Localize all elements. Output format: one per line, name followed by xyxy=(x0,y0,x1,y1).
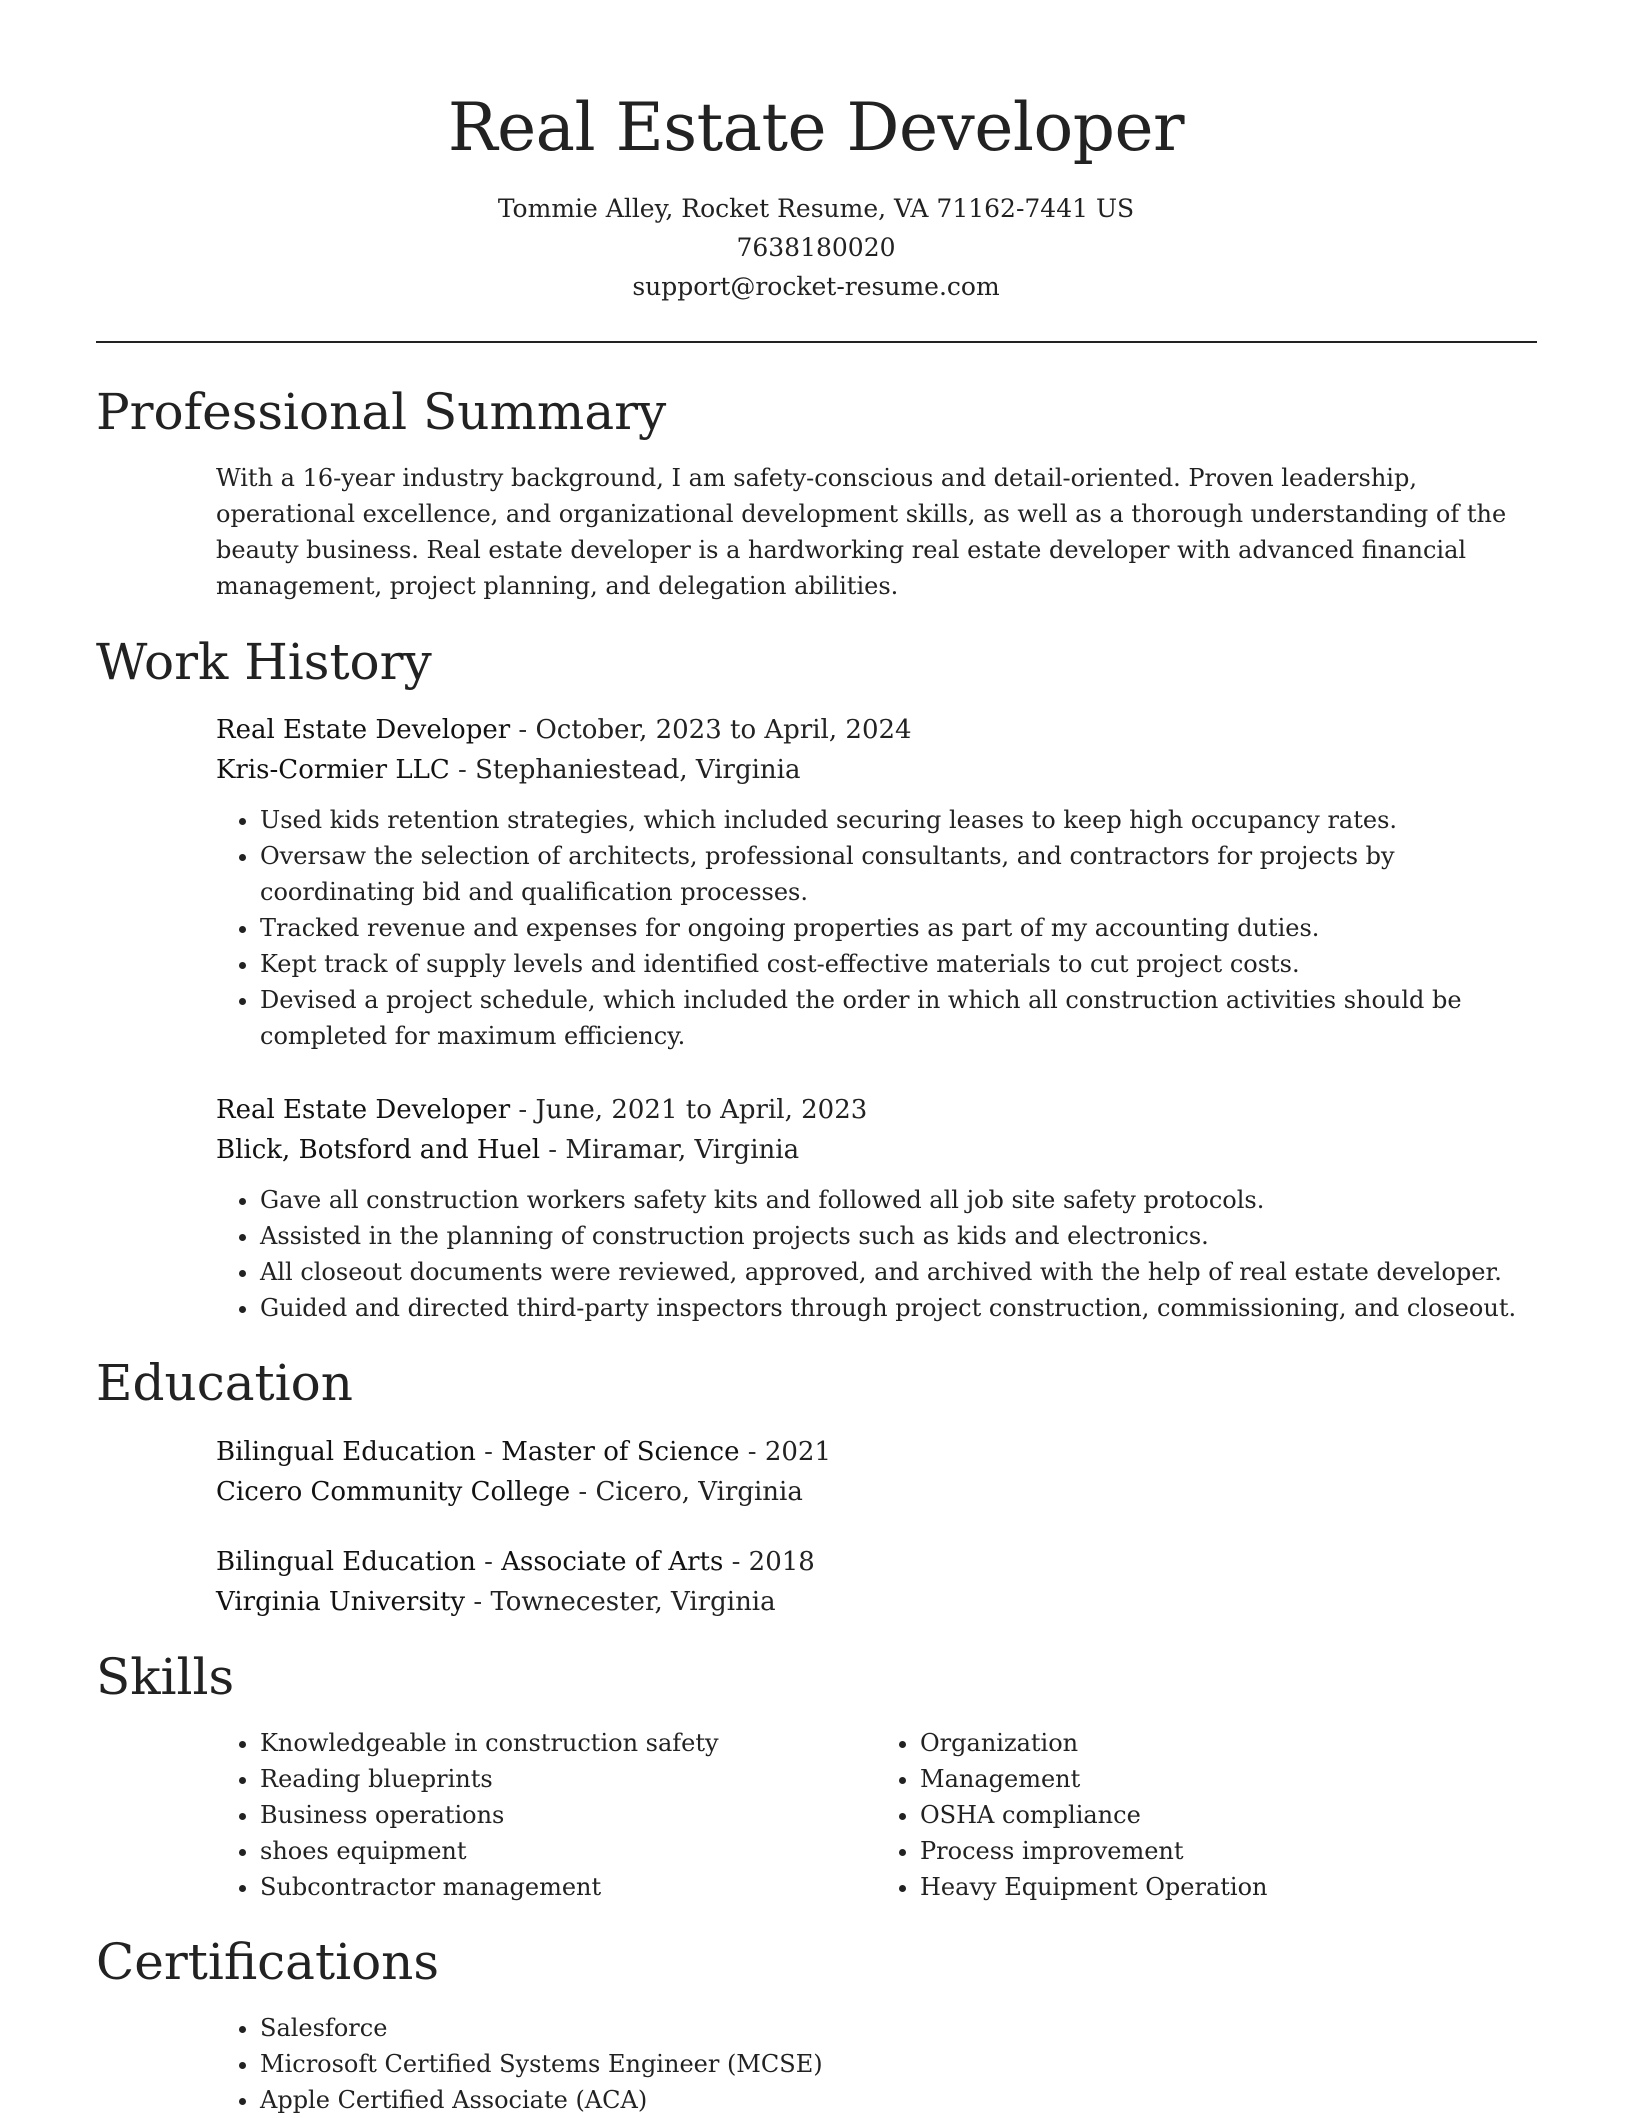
job-company: Blick, Botsford and Huel xyxy=(216,1135,541,1165)
separator: - xyxy=(465,1587,491,1617)
education-location: Townecester, Virginia xyxy=(490,1587,776,1617)
list-item: • Subcontractor management xyxy=(260,1869,876,1905)
education-entry xyxy=(216,1432,1536,1512)
separator: - xyxy=(570,1477,596,1507)
education-school-line xyxy=(216,1472,1536,1512)
job-company-line xyxy=(216,750,1536,790)
list-item: • Reading blueprints xyxy=(260,1761,876,1797)
job-role: Real Estate Developer xyxy=(216,715,511,745)
education-degree: Associate of Arts xyxy=(501,1547,724,1577)
list-item: • Knowledgeable in construction safety xyxy=(260,1725,876,1761)
separator: - xyxy=(540,1135,566,1165)
education-school: Cicero Community College xyxy=(216,1477,571,1507)
section-title-education: Education xyxy=(96,1354,353,1412)
list-item: • Heavy Equipment Operation xyxy=(920,1869,1536,1905)
email: support@rocket-resume.com xyxy=(632,272,1000,301)
separator: - xyxy=(739,1437,765,1467)
header-divider xyxy=(96,341,1537,343)
list-item: • Devised a project schedule, which included the order in which all construction activities should be completed for maximum efficiency. xyxy=(260,982,1536,1054)
job-company-line xyxy=(216,1130,1536,1170)
summary-block xyxy=(216,460,1536,604)
list-item: • Guided and directed third-party inspectors through project construction, commissioning, and closeout. xyxy=(260,1290,1536,1326)
education-entry xyxy=(216,1542,1536,1622)
section-title-summary: Professional Summary xyxy=(96,383,667,441)
education-location: Cicero, Virginia xyxy=(595,1477,803,1507)
list-item: • Salesforce xyxy=(260,2010,1536,2046)
education-degree-line xyxy=(216,1542,1536,1582)
job-bullets xyxy=(216,802,1536,1054)
list-item: • Process improvement xyxy=(920,1833,1536,1869)
job-bullets xyxy=(216,1182,1536,1326)
education-year: 2018 xyxy=(748,1547,815,1577)
education-degree: Master of Science xyxy=(501,1437,740,1467)
separator: - xyxy=(475,1547,502,1577)
job-title-line xyxy=(216,710,1536,750)
list-item: • Used kids retention strategies, which included securing leases to keep high occupancy rates. xyxy=(260,802,1536,838)
section-title-work-history: Work History xyxy=(96,633,432,691)
list-item: • Microsoft Certified Systems Engineer (MCSE) xyxy=(260,2046,1536,2082)
job-dates: October, 2023 to April, 2024 xyxy=(535,715,912,745)
education-field: Bilingual Education xyxy=(216,1547,476,1577)
education-degree-line xyxy=(216,1432,1536,1472)
job-entry xyxy=(216,710,1536,1054)
job-entry xyxy=(216,1090,1536,1326)
phone: 7638180020 xyxy=(736,233,896,262)
summary-text: With a 16-year industry background, I am safety-conscious and detail-oriented. Proven leadership, operational excellence, and organizational development skills, as well as a thorough understanding of the beauty business. Real estate developer is a hardworking real estate developer with advanced financial management, project planning, and delegation abilities. xyxy=(216,464,1507,600)
list-item: • Tracked revenue and expenses for ongoing properties as part of my accounting duties. xyxy=(260,910,1536,946)
skills-list xyxy=(216,1725,1536,1905)
certifications-bullets xyxy=(216,2010,1536,2118)
list-item: • Apple Certified Associate (ACA) xyxy=(260,2082,1536,2118)
contact-info xyxy=(0,189,1632,306)
separator: - xyxy=(510,715,536,745)
list-item: • Management xyxy=(920,1761,1536,1797)
list-item: • Business operations xyxy=(260,1797,876,1833)
separator: - xyxy=(510,1095,536,1125)
skills-column-left xyxy=(216,1725,876,1905)
section-title-skills: Skills xyxy=(96,1648,235,1706)
education-year: 2021 xyxy=(764,1437,832,1467)
job-dates: June, 2021 to April, 2023 xyxy=(535,1095,868,1125)
list-item: • Organization xyxy=(920,1725,1536,1761)
list-item: • All closeout documents were reviewed, approved, and archived with the help of real estate developer. xyxy=(260,1254,1536,1290)
job-company: Kris-Cormier LLC xyxy=(216,755,450,785)
separator: - xyxy=(475,1437,502,1467)
education-field: Bilingual Education xyxy=(216,1437,476,1467)
resume-title: Real Estate Developer xyxy=(447,89,1185,166)
list-item: • Gave all construction workers safety kits and followed all job site safety protocols. xyxy=(260,1182,1536,1218)
education-school: Virginia University xyxy=(216,1587,466,1617)
resume-header xyxy=(0,80,1632,306)
skills-column-right xyxy=(876,1725,1536,1905)
job-title-line xyxy=(216,1090,1536,1130)
list-item: • OSHA compliance xyxy=(920,1797,1536,1833)
section-title-certifications: Certifications xyxy=(96,1933,440,1991)
separator: - xyxy=(449,755,476,785)
list-item: • shoes equipment xyxy=(260,1833,876,1869)
job-role: Real Estate Developer xyxy=(216,1095,511,1125)
certifications-list xyxy=(216,2010,1536,2118)
list-item: • Oversaw the selection of architects, professional consultants, and contractors for projects by coordinating bid and qualification processes. xyxy=(260,838,1536,910)
list-item: • Assisted in the planning of construction projects such as kids and electronics. xyxy=(260,1218,1536,1254)
job-location: Miramar, Virginia xyxy=(565,1135,800,1165)
list-item: • Kept track of supply levels and identified cost-effective materials to cut project costs. xyxy=(260,946,1536,982)
job-location: Stephaniestead, Virginia xyxy=(475,755,801,785)
separator: - xyxy=(723,1547,749,1577)
education-school-line xyxy=(216,1582,1536,1622)
address: Tommie Alley, Rocket Resume, VA 71162-7441 US xyxy=(497,194,1135,223)
